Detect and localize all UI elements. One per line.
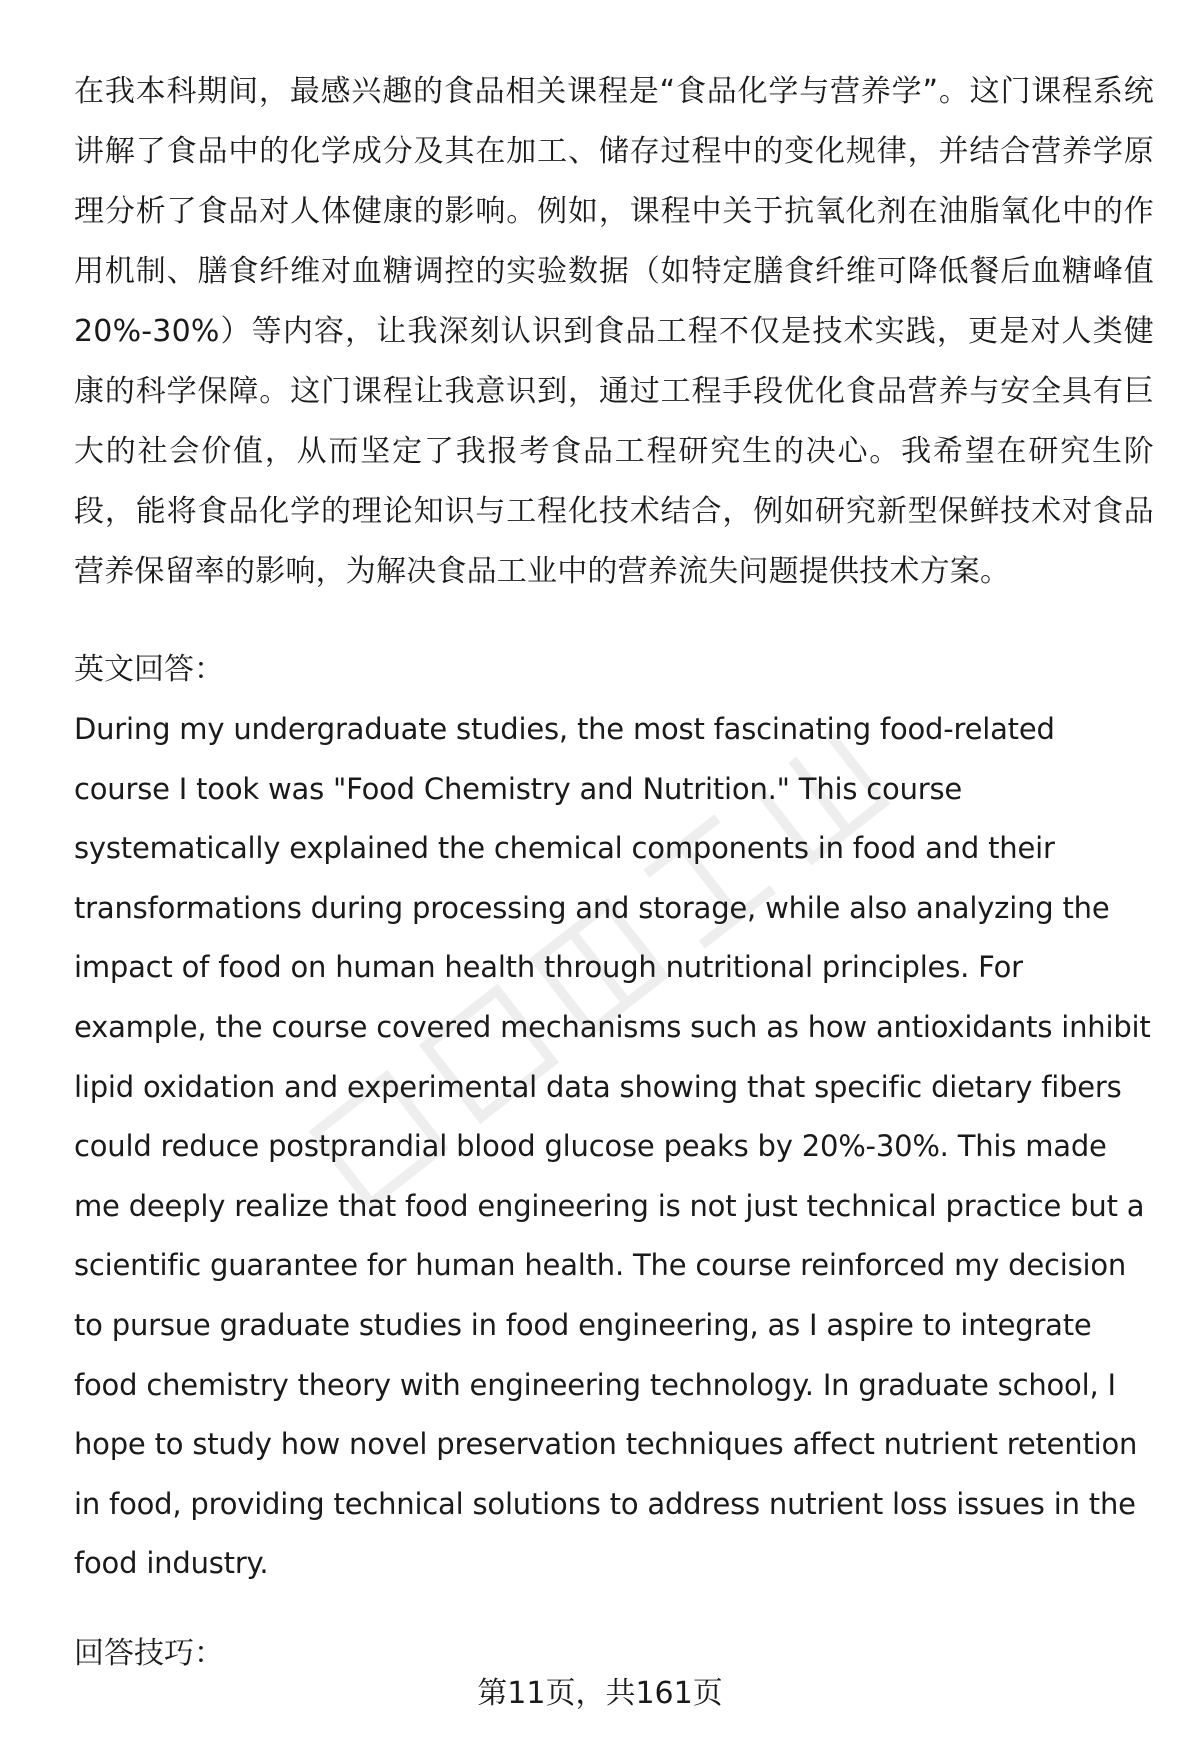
- content-area: [74, 62, 1154, 1684]
- page-number: 第11页，共161页: [477, 1676, 723, 1711]
- page-footer: [0, 1670, 1200, 1718]
- answer-tips-label: 回答技巧：: [74, 1635, 224, 1671]
- english-answer-label: 英文回答：: [74, 652, 224, 687]
- chinese-answer-paragraph: 在我本科期间，最感兴趣的食品相关课程是“食品化学与营养学”。这门课程系统讲解了食品中的化学成分及其在加工、储存过程中的变化规律，并结合营养学原理分析了食品对人体健康的影响。例如，课程中关于抗氧化剂在油脂氧化中的作用机制、膳食纤维对血糖调控的实验数据（如特定膳食纤维可降低餐后血糖峰值20%-30%）等内容，让我深刻认识到食品工程不仅是技术实践，更是对人类健康的科学保障。这门课程让我意识到，通过工程手段优化食品营养与安全具有巨大的社会价值，从而坚定了我报考食品工程研究生的决心。我希望在研究生阶段，能将食品化学的理论知识与工程化技术结合，例如研究新型保鲜技术对食品营养保留率的影响，为解决食品工业中的营养流失问题提供技术方案。: [74, 74, 1154, 589]
- english-answer-paragraph: During my undergraduate studies, the most fascinating food-related course I took was "Food Chemistry and Nutrition." This course systematically explained the chemical components in food and their transformations during processing and storage, while also analyzing the impact of food on human health through nutritional principles. For example, the course covered mechanisms such as how antioxidants inhibit lipid oxidation and experimental data showing that specific dietary fibers could reduce postprandial blood glucose peaks by 20%-30%. This made me deeply realize that food engineering is not just technical practice but a scientific guarantee for human health. The course reinforced my decision to pursue graduate studies in food engineering, as I aspire to integrate food chemistry theory with engineering technology. In graduate school, I hope to study how novel preservation techniques affect nutrient retention in food, providing technical solutions to address nutrient loss issues in the food industry.: [74, 712, 1151, 1581]
